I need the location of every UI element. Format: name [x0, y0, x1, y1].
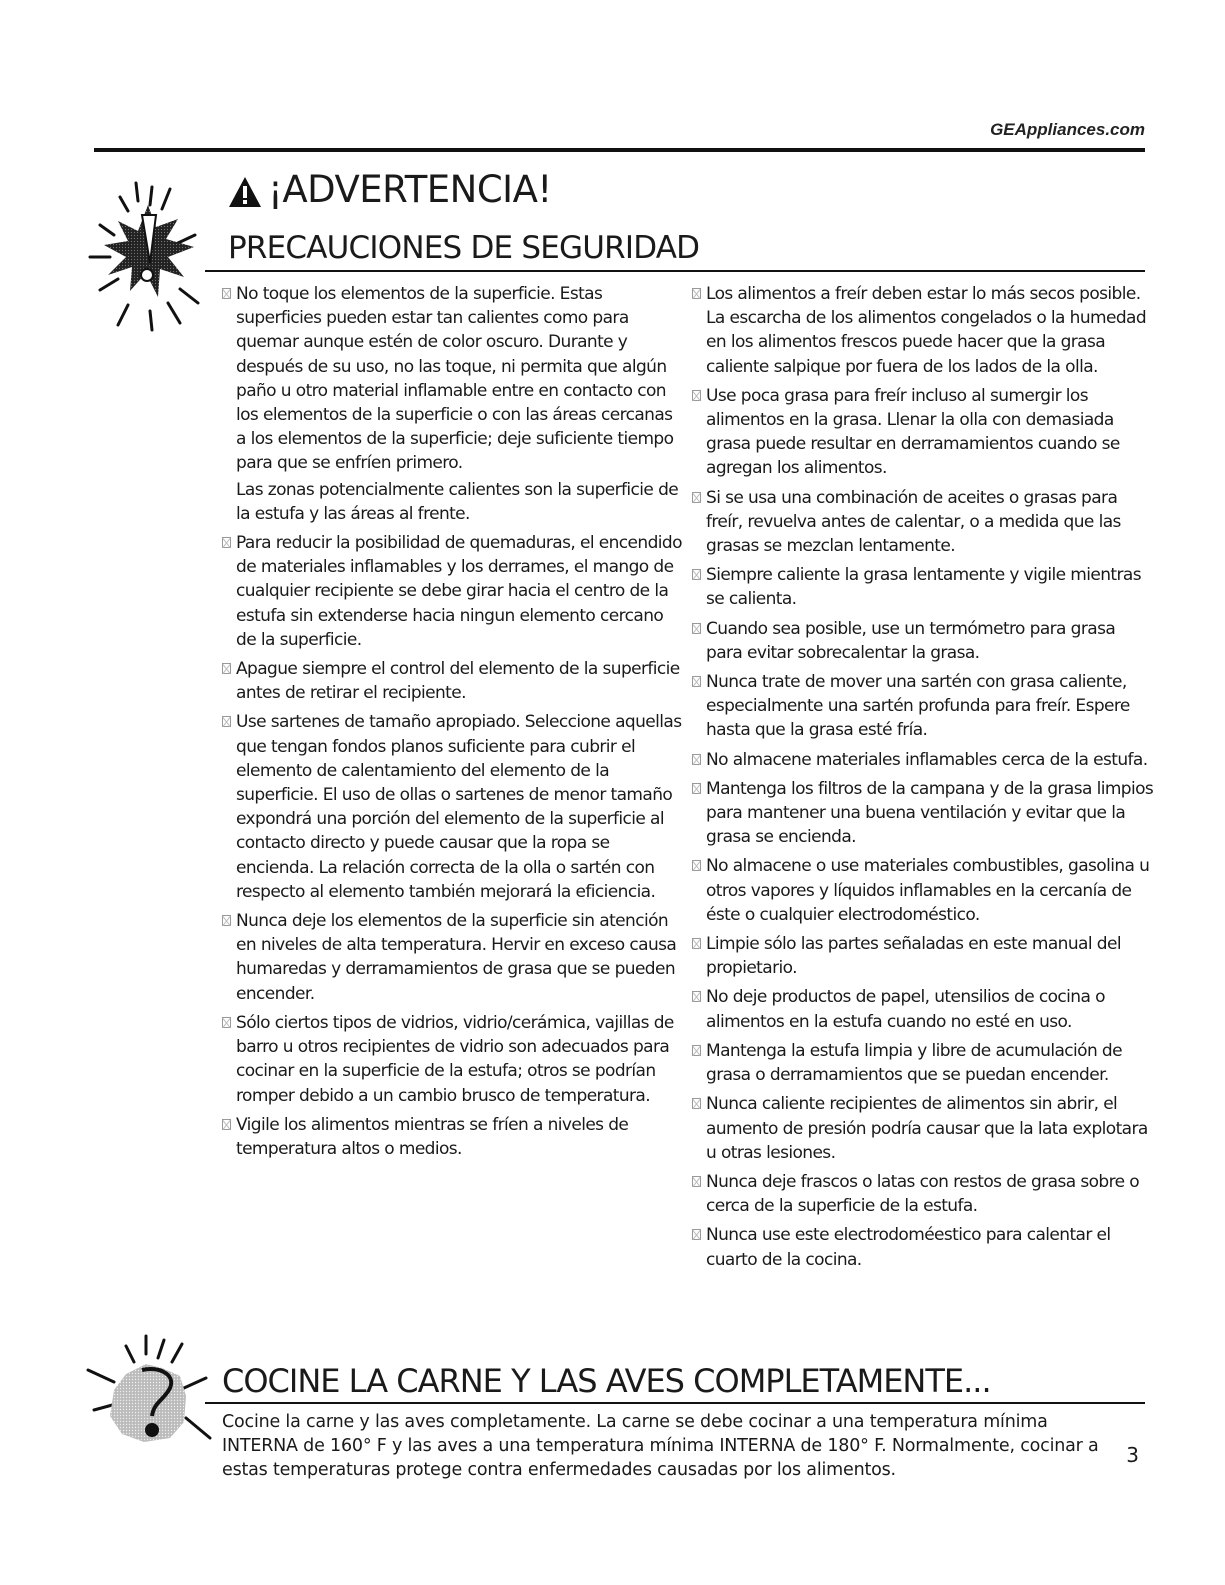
list-item-text: Nunca deje frascos o latas con restos de grasa sobre o cerca de la superficie de la estufa.	[706, 1171, 1140, 1217]
bullet-box-icon	[692, 288, 701, 299]
bullet-box-icon	[692, 991, 701, 1002]
right-list-item	[692, 777, 1154, 850]
cook-rule	[205, 1402, 1145, 1404]
warning-title	[228, 168, 552, 211]
list-item-text: Los alimentos a freír deben estar lo más secos posible. La escarcha de los alimentos congelados o la humedad en los alimentos frescos puede hacer que la grasa caliente salpique por fuera de los lados de la olla.	[706, 284, 1147, 377]
warning-triangle-icon	[228, 174, 262, 206]
cook-body: Cocine la carne y las aves completamente. La carne se debe cocinar a una temperatura mínima INTERNA de 160° F y las aves a una temperatura mínima INTERNA de 180° F. Normalmente, cocinar a estas temperaturas protege contra enfermedades causadas por los alimentos.	[222, 1412, 1099, 1480]
bullet-box-icon	[692, 1229, 701, 1240]
bullet-box-icon	[692, 492, 701, 503]
site-url: GEAppliances.com	[990, 120, 1145, 139]
left-list-item	[222, 1113, 682, 1161]
list-item-text: No almacene o use materiales combustibles, gasolina u otros vapores y líquidos inflamables en la cercanía de éste o cualquier electrodoméstico.	[706, 856, 1150, 925]
right-list-item	[692, 1223, 1154, 1271]
bullet-box-icon	[692, 783, 701, 794]
bullet-box-icon	[222, 1119, 231, 1130]
bullet-box-icon	[692, 754, 701, 765]
bullet-box-icon	[692, 860, 701, 871]
left-list-item	[222, 657, 682, 705]
bullet-box-icon	[692, 1098, 701, 1109]
section-rule	[205, 270, 1145, 272]
left-list-item	[222, 531, 682, 652]
exclamation-burst-icon-cook	[80, 1330, 220, 1460]
right-list-item	[692, 384, 1154, 481]
right-list-item	[692, 617, 1154, 665]
list-item-text: No deje productos de papel, utensilios de cocina o alimentos en la estufa cuando no esté en uso.	[706, 987, 1105, 1032]
list-item-text: Siempre caliente la grasa lentamente y vigile mientras se calienta.	[706, 565, 1141, 610]
list-item-text: Nunca deje los elementos de la superficie sin atención en niveles de alta temperatura. Hervir en exceso causa humaredas y derramamientos de grasa que se pueden encender.	[236, 911, 677, 1004]
list-item-text: Sólo ciertos tipos de vidrios, vidrio/cerámica, vajillas de barro u otros recipientes de vidrio son adecuados para cocinar en la superficie de la estufa; otros se podrían romper debido a un cambio brusco de temperatura.	[236, 1012, 674, 1106]
right-list-item	[692, 748, 1154, 772]
right-list-item	[692, 670, 1154, 743]
left-column	[222, 282, 682, 1166]
list-item-text: Apague siempre el control del elemento de la superficie antes de retirar el recipiente.	[236, 659, 680, 704]
list-item-text: Use sartenes de tamaño apropiado. Seleccione aquellas que tengan fondos planos suficiente para cubrir el elemento de calentamiento del elemento de la superficie. El uso de ollas o sartenes de menor tamaño expondrá una porción del elemento de la superficie al contacto directo y puede causar que la ropa se encienda. La relación correcta de la olla o sartén con respecto al elemento también mejorará la eficiencia.	[236, 712, 682, 902]
list-item-text: No almacene materiales inflamables cerca de la estufa.	[706, 749, 1148, 770]
bullet-box-icon	[692, 676, 701, 687]
cook-title: COCINE LA CARNE Y LAS AVES COMPLETAMENTE...	[222, 1362, 991, 1400]
warning-title-text: ¡ADVERTENCIA!	[268, 168, 552, 211]
right-list-item	[692, 1092, 1154, 1165]
exclamation-burst-icon	[70, 165, 220, 340]
list-item-text: Use poca grasa para freír incluso al sumergir los alimentos en la grasa. Llenar la olla con demasiada grasa puede resultar en derramamientos cuando se agregan los alimentos.	[706, 385, 1120, 479]
list-item-text: No toque los elementos de la superficie. Estas superficies pueden estar tan calientes como para quemar aunque estén de color oscuro. Durante y después de su uso, no las toque, ni permita que algún paño u otro material inflamable entre en contacto con los elementos de la superficie o con las áreas cercanas a los elementos de la superficie; deje suficiente tiempo para que se enfríen primero.	[236, 284, 674, 474]
list-item-text: Mantenga la estufa limpia y libre de acumulación de grasa o derramamientos que se puedan encender.	[706, 1040, 1122, 1086]
bullet-box-icon	[222, 1017, 231, 1028]
list-item-text: Nunca use este electrodoméestico para calentar el cuarto de la cocina.	[706, 1225, 1111, 1270]
header-rule	[94, 148, 1145, 152]
right-list-item	[692, 563, 1154, 611]
list-item-text: Cuando sea posible, use un termómetro para grasa para evitar sobrecalentar la grasa.	[706, 618, 1116, 663]
right-list-item	[692, 1039, 1154, 1087]
right-list-item	[692, 1170, 1154, 1218]
bullet-box-icon	[692, 1045, 701, 1056]
left-list-item	[222, 1011, 682, 1108]
list-item-text: Las zonas potencialmente calientes son la superficie de la estufa y las áreas al frente.	[236, 479, 679, 524]
bullet-box-icon	[222, 915, 231, 926]
list-item-text: Mantenga los filtros de la campana y de la grasa limpios para mantener una buena ventilación y evitar que la grasa se encienda.	[706, 778, 1154, 848]
list-item-text: Nunca caliente recipientes de alimentos sin abrir, el aumento de presión podría causar que la lata explotara u otras lesiones.	[706, 1094, 1148, 1163]
page-number: 3	[1126, 1443, 1139, 1467]
list-item-text: Limpie sólo las partes señaladas en este manual del propietario.	[706, 934, 1121, 979]
section-title: PRECAUCIONES DE SEGURIDAD	[228, 230, 700, 266]
bullet-box-icon	[692, 623, 701, 634]
right-column	[692, 282, 1154, 1277]
bullet-box-icon	[692, 390, 701, 401]
right-list-item	[692, 282, 1154, 379]
bullet-box-icon	[692, 938, 701, 949]
right-list-item	[692, 985, 1154, 1033]
list-item-text: Si se usa una combinación de aceites o grasas para freír, revuelva antes de calentar, o a medida que las grasas se mezclan lentamente.	[706, 487, 1121, 557]
list-item-text: Para reducir la posibilidad de quemaduras, el encendido de materiales inflamables y los derrames, el mango de cualquier recipiente se debe girar hacia el centro de la estufa sin extenderse hacia ningun elemento cercano de la superficie.	[236, 533, 682, 650]
right-list-item	[692, 486, 1154, 559]
left-list-item	[222, 909, 682, 1006]
bullet-box-icon	[222, 663, 231, 674]
left-list-item	[222, 282, 682, 526]
bullet-box-icon	[222, 288, 231, 299]
bullet-box-icon	[692, 1176, 701, 1187]
right-list-item	[692, 932, 1154, 980]
list-item-text: Vigile los alimentos mientras se fríen a niveles de temperatura altos o medios.	[236, 1114, 629, 1159]
left-list-item	[222, 710, 682, 904]
list-item-text: Nunca trate de mover una sartén con grasa caliente, especialmente una sartén profunda para freír. Espere hasta que la grasa esté fría.	[706, 672, 1130, 741]
bullet-box-icon	[222, 716, 231, 727]
bullet-box-icon	[222, 537, 231, 548]
right-list-item	[692, 854, 1154, 927]
bullet-box-icon	[692, 569, 701, 580]
